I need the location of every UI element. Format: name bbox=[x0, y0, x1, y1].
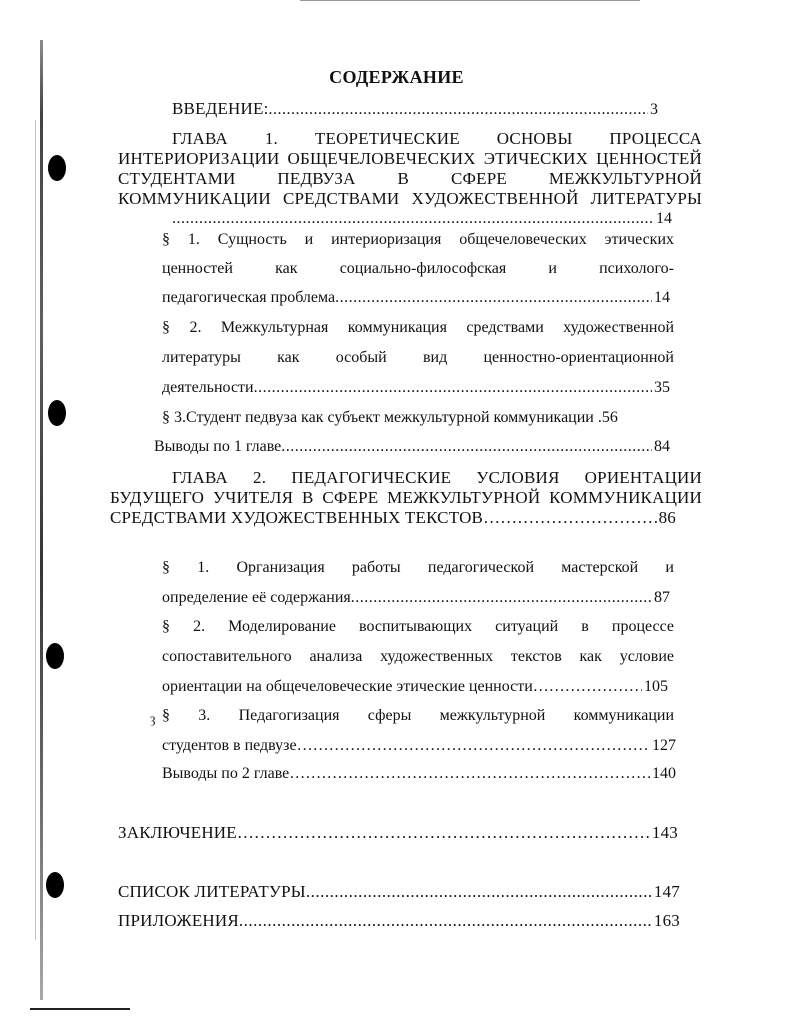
toc-label: педагогическая проблема bbox=[162, 289, 336, 306]
chapter2-heading-line: ГЛАВА 2. ПЕДАГОГИЧЕСКИЕ УСЛОВИЯ ОРИЕНТАЦИИ bbox=[172, 468, 702, 487]
pen-mark: ȝ bbox=[150, 712, 156, 727]
section-line: ценностей как социально-философская и психолого- bbox=[162, 260, 674, 277]
toc-entry-summary1 bbox=[154, 437, 670, 457]
toc-label: Выводы по 1 главе bbox=[154, 438, 282, 455]
page-number: 3 bbox=[650, 101, 658, 118]
leader-dots bbox=[269, 100, 648, 120]
section-line: литературы как особый вид ценностно-ориентационной bbox=[162, 349, 674, 366]
leader-dots bbox=[335, 288, 652, 308]
page-number: 163 bbox=[653, 911, 680, 930]
chapter1-page-line bbox=[172, 209, 672, 229]
chapter1-heading-line: ГЛАВА 1. ТЕОРЕТИЧЕСКИЕ ОСНОВЫ ПРОЦЕССА bbox=[172, 129, 702, 148]
toc-label: СПИСОК ЛИТЕРАТУРЫ bbox=[118, 882, 306, 901]
leader-dots bbox=[483, 508, 656, 528]
scan-edge-line bbox=[30, 1008, 130, 1010]
leader-dots bbox=[239, 911, 652, 931]
scan-edge-line bbox=[300, 0, 640, 1]
toc-entry-conclusion bbox=[118, 823, 678, 843]
toc-label: СРЕДСТВАМИ ХУДОЖЕСТВЕННЫХ ТЕКСТОВ bbox=[110, 508, 484, 527]
punch-hole bbox=[46, 643, 64, 669]
leader-dots bbox=[172, 209, 654, 229]
page-number: 127 bbox=[652, 737, 676, 754]
toc-label: ПРИЛОЖЕНИЯ bbox=[118, 911, 239, 930]
toc-entry-appendices bbox=[118, 911, 680, 931]
page-number: 86 bbox=[658, 508, 676, 527]
chapter1-heading-line: КОММУНИКАЦИИ СРЕДСТВАМИ ХУДОЖЕСТВЕННОЙ ЛИТЕРАТУРЫ bbox=[118, 189, 702, 208]
section-last-line bbox=[162, 677, 668, 697]
section-line: § 2. Межкультурная коммуникация средствами художественной bbox=[162, 319, 674, 336]
binder-edge bbox=[40, 40, 43, 1000]
leader-dots bbox=[297, 736, 650, 756]
toc-entry-bibliography bbox=[118, 882, 680, 902]
section-line: § 3. Педагогизация сферы межкультурной коммуникации bbox=[162, 707, 674, 724]
toc-entry-intro bbox=[172, 99, 658, 120]
page-number: 143 bbox=[651, 823, 678, 842]
page-title: СОДЕРЖАНИЕ bbox=[329, 67, 464, 87]
punch-hole bbox=[48, 155, 66, 181]
chapter2-heading-last-line bbox=[110, 508, 676, 528]
toc-label: Выводы по 2 главе bbox=[162, 765, 290, 782]
toc-label: ориентации на общечеловеческие этические ценности bbox=[162, 678, 533, 695]
page-number: 105 bbox=[644, 678, 668, 695]
section-last-line: § 3.Студент педвуза как субъект межкультурной коммуникации .56 bbox=[162, 409, 618, 426]
page-number: 84 bbox=[654, 438, 670, 455]
page-number: 14 bbox=[656, 210, 672, 227]
section-last-line bbox=[162, 588, 670, 608]
chapter1-heading-line: ИНТЕРИОРИЗАЦИИ ОБЩЕЧЕЛОВЕЧЕСКИХ ЭТИЧЕСКИХ ЦЕННОСТЕЙ bbox=[118, 149, 702, 168]
chapter2-heading-line: БУДУЩЕГО УЧИТЕЛЯ В СФЕРЕ МЕЖКУЛЬТУРНОЙ КОММУНИКАЦИИ bbox=[110, 488, 702, 507]
chapter1-heading-line: СТУДЕНТАМИ ПЕДВУЗА В СФЕРЕ МЕЖКУЛЬТУРНОЙ bbox=[118, 169, 702, 188]
leader-dots bbox=[351, 588, 652, 608]
section-last-line bbox=[162, 288, 670, 308]
section-last-line bbox=[162, 378, 670, 398]
toc-label: определение её содержания bbox=[162, 589, 351, 606]
leader-dots bbox=[281, 437, 652, 457]
toc-label: ЗАКЛЮЧЕНИЕ bbox=[118, 823, 237, 842]
toc-entry-summary2 bbox=[162, 764, 676, 784]
page-number: 14 bbox=[654, 289, 670, 306]
punch-hole bbox=[48, 400, 66, 426]
leader-dots bbox=[254, 378, 652, 398]
section-last-line bbox=[162, 736, 676, 756]
section-line: сопоставительного анализа художественных текстов как условие bbox=[162, 648, 674, 665]
toc-label: деятельности bbox=[162, 379, 254, 396]
leader-dots bbox=[533, 677, 642, 697]
section-line: § 1. Организация работы педагогической мастерской и bbox=[162, 559, 674, 576]
toc-label: студентов в педвузе bbox=[162, 737, 297, 754]
section-line: § 1. Сущность и интериоризация общечеловеческих этических bbox=[162, 231, 674, 248]
page-number: 140 bbox=[652, 765, 676, 782]
leader-dots bbox=[306, 882, 652, 902]
page-number: 35 bbox=[654, 379, 670, 396]
toc-label: ВВЕДЕНИЕ: bbox=[172, 99, 269, 118]
leader-dots bbox=[289, 764, 650, 784]
page-number: 147 bbox=[653, 882, 680, 901]
binder-edge-shadow bbox=[35, 120, 36, 940]
leader-dots bbox=[237, 823, 650, 843]
page-number: 87 bbox=[654, 589, 670, 606]
section-line: § 2. Моделирование воспитывающих ситуаций в процессе bbox=[162, 618, 674, 635]
punch-hole bbox=[46, 872, 64, 898]
